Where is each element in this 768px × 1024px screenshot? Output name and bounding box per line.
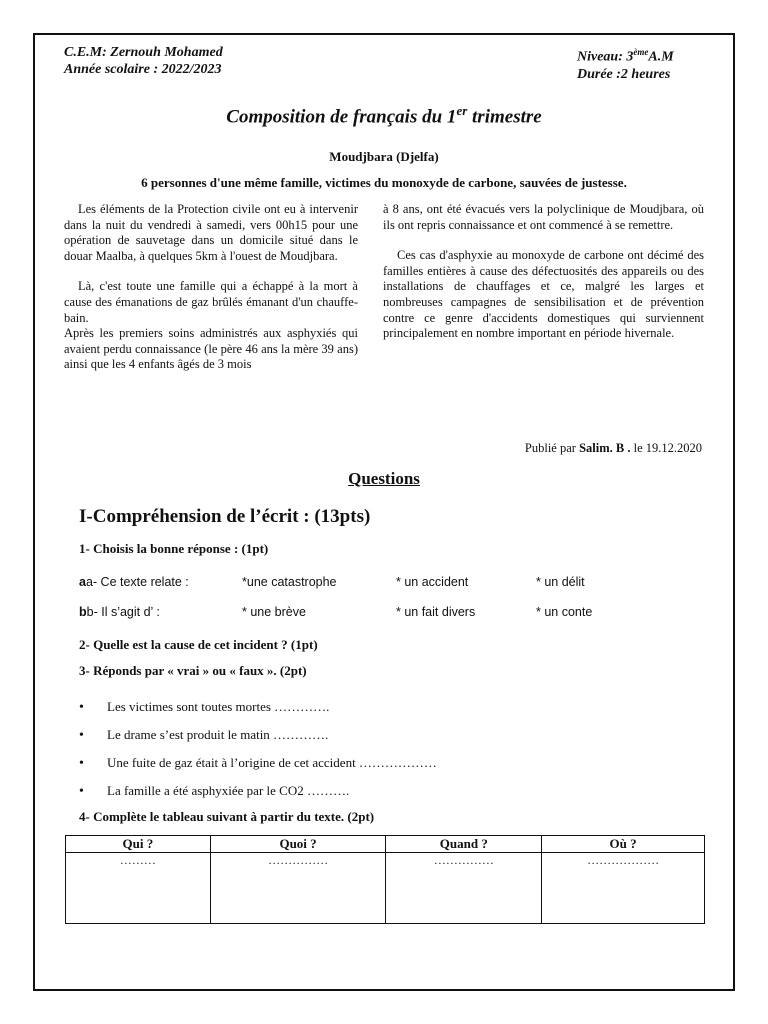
- publication-credit: Publié par Salim. B . le 19.12.2020: [524, 441, 702, 455]
- true-false-item: • Une fuite de gaz était à l’origine de cet accident ………………: [79, 755, 437, 771]
- option: * un fait divers: [396, 605, 476, 619]
- article-right-column: [383, 202, 704, 342]
- duration: Durée :2 heures: [577, 66, 671, 82]
- school-header: [64, 44, 223, 78]
- answer-cell-quand[interactable]: ……………: [386, 853, 542, 924]
- answer-cell-quoi[interactable]: ……………: [210, 853, 386, 924]
- option: * un délit: [536, 575, 585, 589]
- bullet-icon: •: [79, 756, 84, 771]
- questions-title: Questions: [348, 469, 420, 488]
- q1b-label: bb- Il s’agit d’ :: [79, 605, 160, 619]
- school-name: C.E.M: Zernouh Mohamed: [64, 45, 223, 60]
- option: * un accident: [396, 575, 469, 589]
- paragraph: Là, c'est toute une famille qui a échappé à la mort à cause des émanations de gaz brûlés émanant d'un chauffe-bain.: [64, 279, 358, 325]
- paragraph: Ces cas d'asphyxie au monoxyde de carbone ont décimé des familles entières à cause des défectuosités des appareils ou des installations de chauffages et ce, malgré les larges et nombreuses campagnes de sensibilisation et de prévention contre ce genre d'accidents domestiques qui surviennent principalement en nombre important en période hivernale.: [383, 248, 704, 341]
- bullet-icon: •: [79, 728, 84, 743]
- paragraph: Après les premiers soins administrés aux asphyxiés qui avaient perdu connaissance (le père 46 ans la mère 39 ans) ainsi que les 4 enfants âgés de 3 mois: [64, 326, 358, 372]
- answer-table: [65, 835, 705, 924]
- bullet-icon: •: [79, 700, 84, 715]
- header-qui: Qui ?: [66, 836, 211, 853]
- answer-cell-qui[interactable]: ………: [66, 853, 211, 924]
- paragraph: Les éléments de la Protection civile ont eu à intervenir dans la nuit du vendredi à samedi, vers 00h15 pour une opération de sauvetage dans un domicile situé dans le douar Maalba, à quelques 5km à l'ouest de Moudjbara.: [64, 202, 358, 263]
- header-quoi: Quoi ?: [210, 836, 386, 853]
- table-header-row: [66, 836, 705, 853]
- article-location: Moudjbara (Djelfa): [329, 149, 439, 164]
- question-4: 4- Complète le tableau suivant à partir du texte. (2pt): [79, 809, 375, 824]
- paragraph: à 8 ans, ont été évacués vers la polyclinique de Moudjbara, où ils ont repris connaissance et ont commencé à se remettre.: [383, 202, 704, 232]
- exam-info: [577, 44, 674, 83]
- level: Niveau: 3èmeA.M: [577, 47, 674, 65]
- option: *une catastrophe: [242, 575, 337, 589]
- article-left-column: [64, 202, 358, 373]
- true-false-item: • Le drame s’est produit le matin ………….: [79, 727, 329, 743]
- school-year: Année scolaire : 2022/2023: [64, 62, 222, 77]
- header-quand: Quand ?: [386, 836, 542, 853]
- answer-cell-ou[interactable]: ………………: [542, 853, 705, 924]
- option: * une brève: [242, 605, 306, 619]
- bullet-icon: •: [79, 784, 84, 799]
- article-headline: 6 personnes d'une même famille, victimes du monoxyde de carbone, sauvées de justesse.: [141, 175, 627, 190]
- question-2: 2- Quelle est la cause de cet incident ? (1pt): [79, 637, 318, 652]
- header-ou: Où ?: [542, 836, 705, 853]
- q1a-label: aa- Ce texte relate :: [79, 575, 189, 589]
- question-3: 3- Réponds par « vrai » ou « faux ». (2pt): [79, 663, 307, 678]
- true-false-item: • Les victimes sont toutes mortes ………….: [79, 699, 330, 715]
- page-title: Composition de français du 1er trimestre: [226, 103, 542, 128]
- question-1: 1- Choisis la bonne réponse : (1pt): [79, 541, 269, 556]
- option: * un conte: [536, 605, 593, 619]
- table-row: [66, 853, 705, 924]
- true-false-item: • La famille a été asphyxiée par le CO2 ……….: [79, 783, 350, 799]
- section-heading: I-Compréhension de l’écrit : (13pts): [79, 506, 371, 527]
